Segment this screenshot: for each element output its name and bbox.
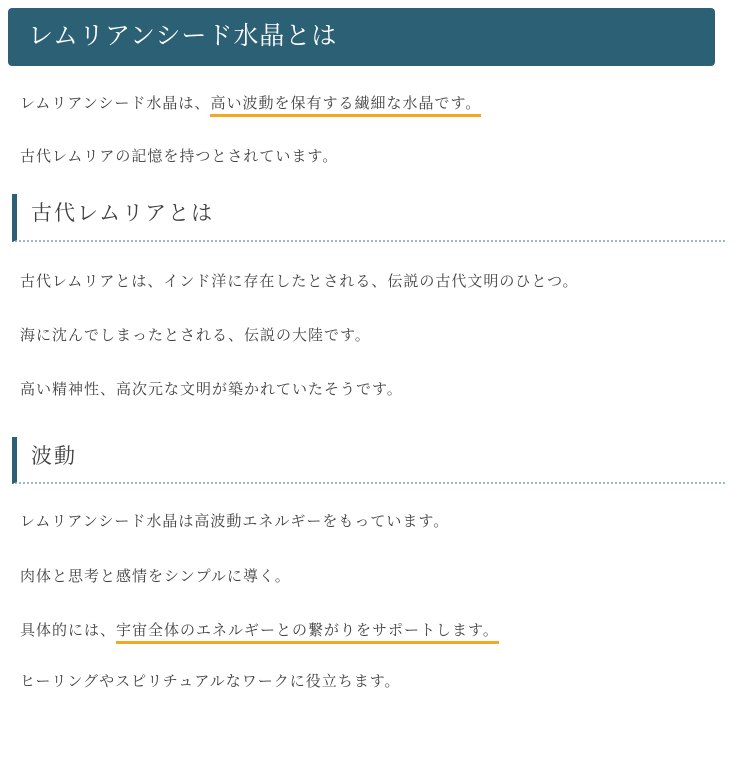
section-heading-ancient-lemuria-text: 古代レムリアとは (31, 202, 215, 225)
lemuria-paragraph-1: 古代レムリアとは、インド洋に存在したとされる、伝説の古代文明のひとつ。 (20, 272, 579, 290)
section-heading-vibration-text: 波動 (31, 444, 77, 468)
lemuria-paragraph-3: 高い精神性、高次元な文明が築かれていたそうです。 (20, 381, 403, 398)
intro-paragraph-1-lead: レムリアンシード水晶は、 (20, 94, 211, 112)
page-title-text: レムリアンシード水晶とは (28, 22, 338, 50)
vibration-paragraph-4: ヒーリングやスピリチュアルなワークに役立ちます。 (20, 672, 401, 690)
page-title-banner (8, 8, 715, 66)
intro-paragraph-1 (20, 92, 725, 117)
vibration-paragraph-1: レムリアンシード水晶は高波動エネルギーをもっています。 (20, 513, 450, 531)
intro-paragraph-1-highlight: 高い波動を保有する繊細な水晶です。 (210, 95, 481, 117)
vibration-paragraph-3-lead: 具体的には、 (20, 621, 117, 639)
intro-paragraph-2: 古代レムリアの記憶を持つとされています。 (20, 148, 339, 166)
vibration-paragraph-3 (20, 619, 725, 644)
document-page (0, 8, 745, 758)
section-heading-ancient-lemuria (12, 194, 725, 242)
section-heading-vibration (12, 437, 725, 485)
lemuria-paragraph-2: 海に沈んでしまったとされる、伝説の大陸です。 (20, 327, 371, 345)
vibration-paragraph-2: 肉体と思考と感情をシンプルに導く。 (20, 568, 291, 585)
vibration-paragraph-3-highlight: 宇宙全体のエネルギーとの繋がりをサポートします。 (116, 622, 499, 644)
